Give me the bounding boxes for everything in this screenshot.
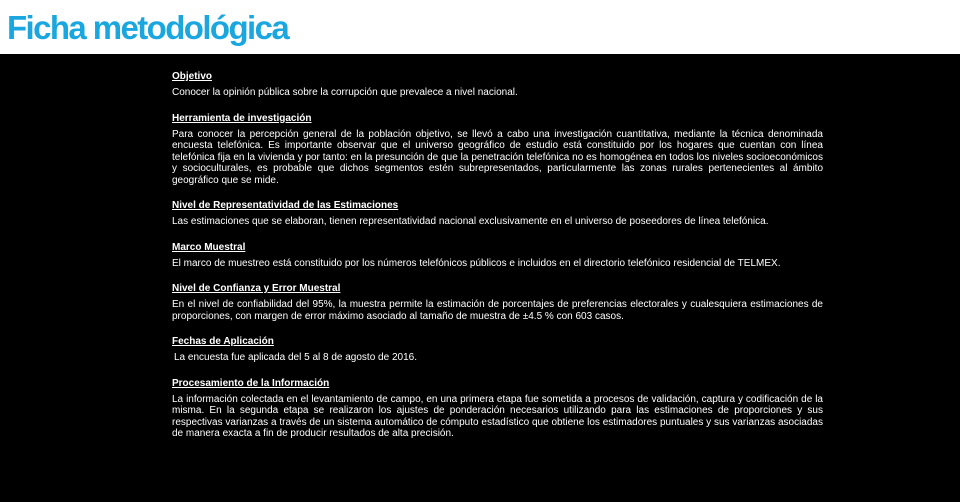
section-body-procesamiento: La información colectada en el levantamiento de campo, en una primera etapa fue sometida a procesos de validación, captura y codificación de la misma. En la segunda etapa se realizaron los ajustes de ponderación necesarios utilizando para las estimaciones de proporciones y sus respectivas varianzas a través de un sistema automático de cómputo estadístico que obtiene los estimadores puntuales y sus varianzas asociadas de manera exacta a fin de producir resultados de alta precisión. xyxy=(172,393,823,439)
section-confianza-error xyxy=(172,283,823,322)
section-title-procesamiento: Procesamiento de la Información xyxy=(172,377,330,389)
section-objetivo xyxy=(172,71,823,99)
section-body-marco-muestral: El marco de muestreo está constituido por los números telefónicos públicos e incluidos en el directorio telefónico residencial de TELMEX. xyxy=(172,257,781,269)
section-title-marco-muestral: Marco Muestral xyxy=(172,241,246,253)
section-herramienta xyxy=(172,113,823,187)
section-procesamiento xyxy=(172,378,823,440)
section-body-confianza-error: En el nivel de confiabilidad del 95%, la muestra permite la estimación de porcentajes de preferencias electorales y cualesquiera estimaciones de proporciones, con margen de error máximo asociado al tamaño de muestra de ±4.5 % con 603 casos. xyxy=(172,299,823,322)
section-body-herramienta: Para conocer la percepción general de la población objetivo, se llevó a cabo una investigación cuantitativa, mediante la técnica denominada encuesta telefónica. Es importante observar que el universo geográfico de estudio está constituido por los hogares que cuentan con línea telefónica fija en la vivienda y por tanto: en la presunción de que la penetración telefónica no es homogénea en todos los niveles socioeconómicos y socioculturales, es probable que dichos segmentos estén subrepresentados, particularmente las zonas rurales pertenecientes al ámbito geográfico que se mide. xyxy=(172,128,823,186)
section-fechas xyxy=(172,336,823,364)
section-title-objetivo: Objetivo xyxy=(172,71,213,82)
page-title: Ficha metodológica xyxy=(7,9,289,46)
section-body-fechas: La encuesta fue aplicada del 5 al 8 de agosto de 2016. xyxy=(174,352,417,363)
section-body-objetivo: Conocer la opinión pública sobre la corrupción que prevalece a nivel nacional. xyxy=(172,87,518,98)
header-bar xyxy=(0,0,960,54)
section-representatividad xyxy=(172,200,823,228)
section-title-representatividad: Nivel de Representatividad de las Estimaciones xyxy=(172,200,399,211)
section-title-confianza-error: Nivel de Confianza y Error Muestral xyxy=(172,283,341,294)
section-title-herramienta: Herramienta de investigación xyxy=(172,112,312,124)
section-body-representatividad: Las estimaciones que se elaboran, tienen representatividad nacional exclusivamente en el universo de poseedores de línea telefónica. xyxy=(172,216,769,227)
section-title-fechas: Fechas de Aplicación xyxy=(172,336,274,347)
methodology-content xyxy=(172,71,823,454)
section-marco-muestral xyxy=(172,242,823,270)
